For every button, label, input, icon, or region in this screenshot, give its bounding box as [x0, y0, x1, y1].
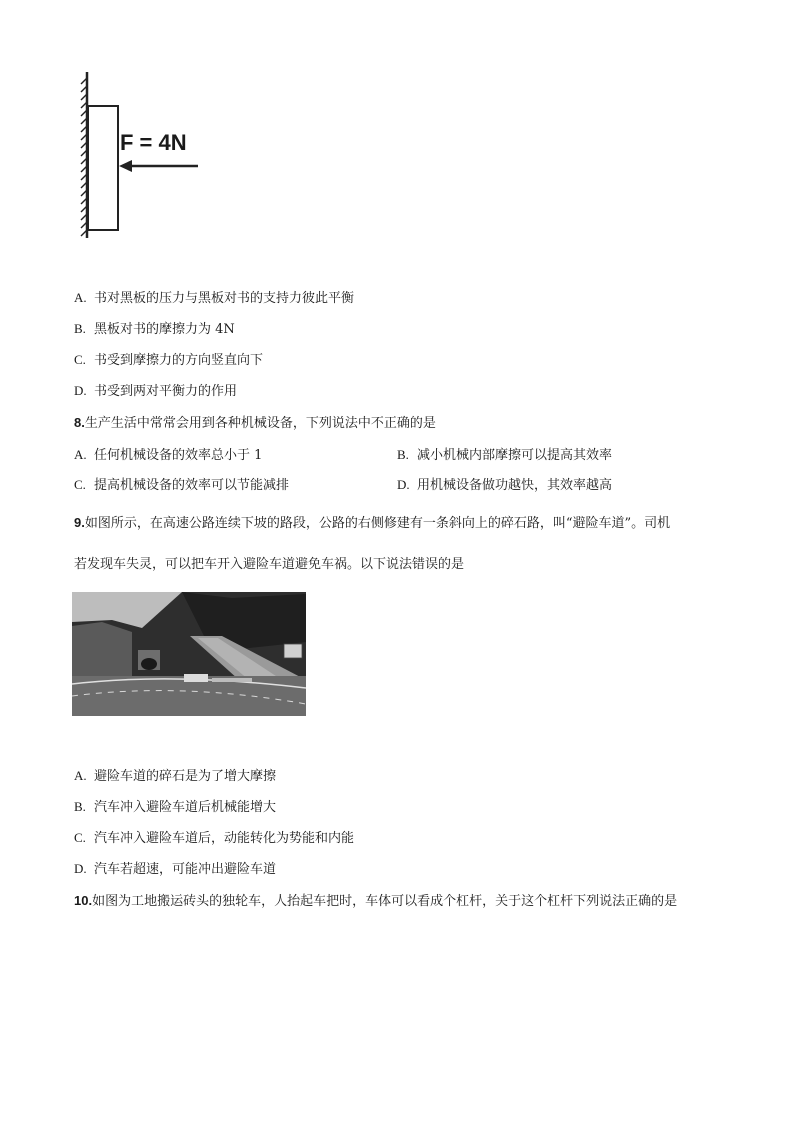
option-letter: D. [397, 477, 410, 492]
option-text: 汽车若超速，可能冲出避险车道 [94, 862, 277, 877]
option-text: 黑板对书的摩擦力为 4N [94, 322, 235, 337]
option-letter: A. [74, 768, 87, 783]
q9-option-b [74, 796, 276, 815]
option-text: 书受到摩擦力的方向竖直向下 [94, 353, 264, 368]
q9-stem-line2: 若发现车失灵，可以把车开入避险车道避免车祸。以下说法错误的是 [74, 557, 465, 572]
option-letter: B. [74, 799, 86, 814]
option-letter: A. [74, 290, 87, 305]
force-label: F = 4N [120, 130, 187, 155]
question-text: 如图所示，在高速公路连续下坡的路段，公路的右侧修建有一条斜向上的碎石路，叫“避险车道”。司机 [84, 516, 671, 531]
option-letter: D. [74, 861, 87, 876]
question-text: 生产生活中常常会用到各种机械设备，下列说法中不正确的是 [84, 416, 436, 431]
option-text: 任何机械设备的效率总小于 1 [94, 448, 263, 463]
question-number: 9. [74, 515, 85, 530]
option-letter: B. [74, 321, 86, 336]
option-text: 提高机械设备的效率可以节能减排 [94, 478, 290, 493]
q7-option-d [74, 380, 237, 399]
option-letter: C. [74, 352, 86, 367]
q8-stem [74, 412, 436, 431]
question-number: 8. [74, 415, 85, 430]
q9-option-a [74, 765, 276, 784]
q8-option-a [74, 444, 262, 463]
force-diagram [70, 70, 210, 242]
question-number: 10. [74, 893, 93, 908]
option-text: 汽车冲入避险车道后机械能增大 [94, 800, 277, 815]
q8-option-b [397, 444, 612, 463]
q8-option-c [74, 474, 289, 493]
option-letter: C. [74, 477, 86, 492]
q9-option-d [74, 858, 276, 877]
option-letter: B. [397, 447, 409, 462]
q10-stem [74, 890, 677, 909]
arrow-head [119, 160, 132, 172]
option-letter: C. [74, 830, 86, 845]
escape-ramp-photo [72, 592, 306, 716]
option-text: 用机械设备做功越快，其效率越高 [417, 478, 613, 493]
option-text: 避险车道的碎石是为了增大摩擦 [94, 769, 277, 784]
option-text: 书受到两对平衡力的作用 [94, 384, 238, 399]
option-letter: A. [74, 447, 87, 462]
q7-option-c [74, 349, 263, 368]
option-text: 书对黑板的压力与黑板对书的支持力彼此平衡 [94, 291, 355, 306]
q9-stem-line1 [74, 512, 670, 531]
q9-option-c [74, 827, 354, 846]
option-letter: D. [74, 383, 87, 398]
q8-option-d [397, 474, 612, 493]
option-text: 汽车冲入避险车道后，动能转化为势能和内能 [94, 831, 355, 846]
option-text: 减小机械内部摩擦可以提高其效率 [417, 448, 613, 463]
book [88, 106, 118, 230]
question-text: 如图为工地搬运砖头的独轮车，人抬起车把时，车体可以看成个杠杆，关于这个杠杆下列说法正确的是 [92, 894, 678, 909]
q7-option-b [74, 318, 235, 337]
q7-option-a [74, 287, 354, 306]
